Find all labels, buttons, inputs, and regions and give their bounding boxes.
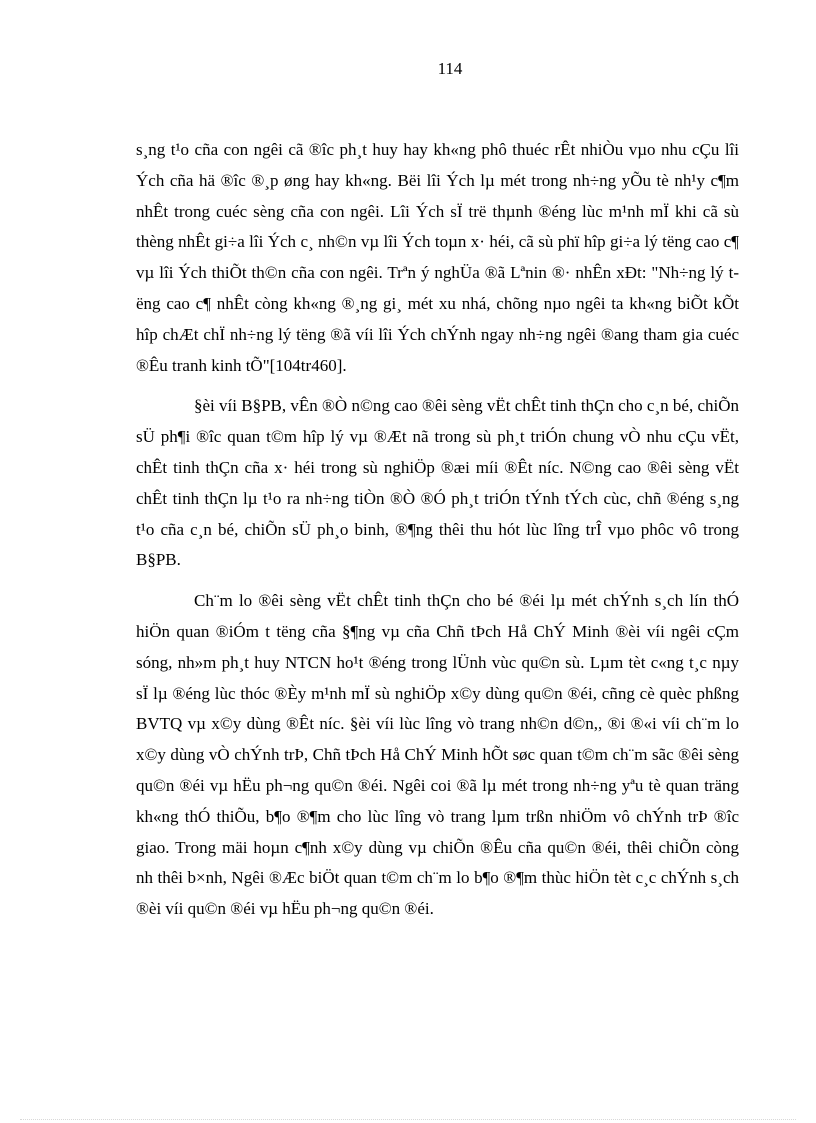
page-bottom-divider (20, 1119, 796, 1120)
paragraph-2: §èi víi B§PB, vÊn ®Ò n©ng cao ®êi sèng vËt chÊt tinh thÇn cho c¸n bé, chiÕn sÜ ph¶i ®îc quan t©m hîp lý vµ ®Æt nã trong sù ph¸t triÓn chung vÒ nhu cÇu vËt, chÊt tinh thÇn cña x· héi trong sù nghiÖp ®æi míi ®Êt níc. N©ng cao ®êi sèng vËt chÊt tinh thÇn lµ t¹o ra nh÷ng tiÒn ®Ò ®Ó ph¸t triÓn tÝnh tÝch cùc, chñ ®éng s¸ng t¹o cña c¸n bé, chiÕn sÜ ph¸o binh, ®¶ng thêi thu hót lùc lîng trÎ vµo phôc vô trong B§PB. (136, 396, 739, 570)
paragraph-1: s¸ng t¹o cña con ngêi cã ®îc ph¸t huy hay kh«ng phô thuéc rÊt nhiÒu vµo nhu cÇu lîi Ých cña hä ®îc ®¸p øng hay kh«ng. Bëi lîi Ých lµ mét trong nh÷ng yÕu tè nh¹y c¶m nhÊt trong cuéc sèng cña con ngêi. Lîi Ých sÏ trë thµnh ®éng lùc m¹nh mÏ khi cã sù thèng nhÊt gi÷a lîi Ých c¸ nh©n vµ lîi Ých toµn x· héi, cã sù phï hîp gi÷a lý tëng cao c¶ vµ lîi Ých thiÕt th©n cña con ngêi. Trªn ý nghÜa ®ã Lªnin ®· nhÊn xÐt: "Nh÷ng lý tëng cao c¶ nhÊt còng kh«ng ®¸ng gi¸ mét xu nhá, chõng nµo ngêi ta kh«ng biÕt kÕt hîp chÆt chÏ nh÷ng lý tëng ®ã víi lîi Ých chÝnh ngay nh÷ng ngêi ®ang tham gia cuéc ®Êu tranh kinh tÕ"[104tr460]. (136, 140, 739, 375)
page-number: 114 (437, 59, 463, 78)
paragraph-3: Ch¨m lo ®êi sèng vËt chÊt tinh thÇn cho bé ®éi lµ mét chÝnh s¸ch lín thÓ hiÖn quan ®iÓm t tëng cña §¶ng vµ cña Chñ tÞch Hå ChÝ Minh ®èi víi ngêi cÇm sóng, nh»m ph¸t huy NTCN ho¹t ®éng trong lÜnh vùc qu©n sù. Lµm tèt c«ng t¸c nµy sÏ lµ ®éng lùc thóc ®Èy m¹nh mÏ sù nghiÖp x©y dùng qu©n ®éi, cñng cè quèc phßng BVTQ vµ x©y dùng ®Êt níc. §èi víi lùc lîng vò trang nh©n d©n,, ®i ®«i víi ch¨m lo x©y dùng vÒ chÝnh trÞ, Chñ tÞch Hå ChÝ Minh hÕt søc quan t©m ch¨m sãc ®êi sèng qu©n ®éi vµ hËu ph¬ng qu©n ®éi. Ngêi coi ®ã lµ mét trong nh÷ng yªu tè quan träng kh«ng thÓ thiÕu, b¶o ®¶m cho lùc lîng vò trang lµm trßn nhiÖm vô chÝnh trÞ ®îc giao. Trong mäi hoµn c¶nh x©y dùng vµ chiÕn ®Êu cña qu©n ®éi, thêi chiÕn còng nh thêi b×nh, Ngêi ®Æc biÖt quan t©m ch¨m lo b¶o ®¶m thùc hiÖn tèt c¸c chÝnh s¸ch ®èi víi qu©n ®éi vµ hËu ph¬ng qu©n ®éi. (136, 591, 739, 919)
body-text (136, 135, 739, 925)
